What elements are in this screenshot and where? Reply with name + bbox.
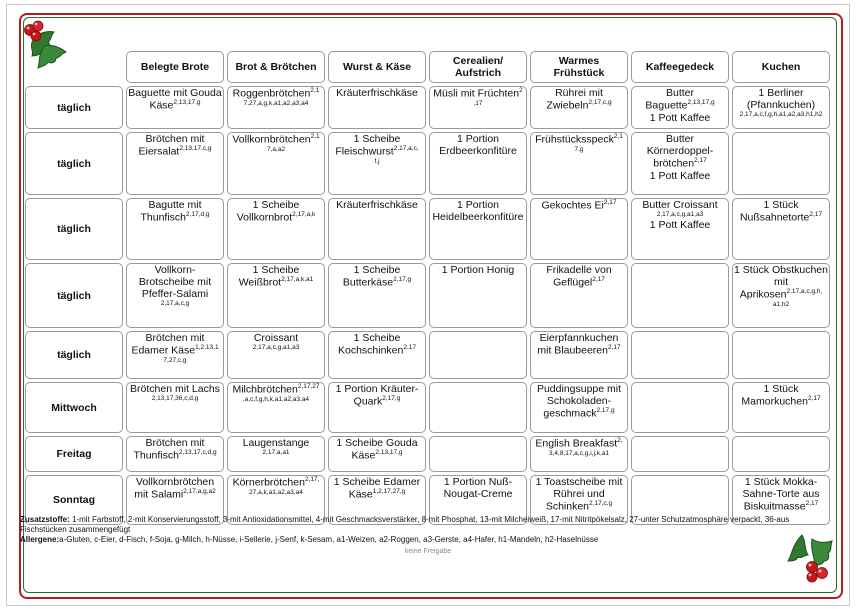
- dish-name: 1 Pott Kaffee: [649, 219, 711, 231]
- menu-cell: [530, 436, 628, 472]
- dish-name: 1 Portion Heidelbeerkonfitüre: [432, 199, 524, 223]
- menu-cell: [429, 263, 527, 328]
- dish-name: Roggenbrötchen: [232, 87, 311, 100]
- allergen-code: 2,17,27: [297, 383, 320, 390]
- dish-name: Eierpfannkuchen mit Blaubeeren: [537, 332, 619, 357]
- menu-cell: [227, 331, 325, 379]
- menu-cell: [227, 436, 325, 472]
- menu-cell: [732, 331, 830, 379]
- menu-cell: [429, 132, 527, 195]
- allergen-code: 2,17,g: [596, 407, 615, 414]
- dish-name: Rührei mit Zwiebeln: [546, 87, 603, 112]
- dish-name: Brötchen mit Lachs: [130, 383, 220, 395]
- allergen-code: 2,13,17,g: [375, 449, 403, 456]
- menu-cell: [631, 263, 729, 328]
- allergen-code: 2,: [617, 437, 623, 444]
- allergens-line: [20, 535, 836, 545]
- allergen-code: 2,17,a,k: [292, 211, 316, 218]
- allergens-text: a-Gluten, c-Eier, d-Fisch, f-Soja, g-Milch, h-Nüsse, i-Sellerie, j-Senf, k-Sesam, a1-Weizen, a2-Roggen, a3-Gerste, a4-Hafer, h1-Mandeln, h2-Haselnüsse: [59, 535, 599, 544]
- column-header: Kaffeegedeck: [631, 51, 729, 83]
- allergen-code: 27,a,k,a1,a2,a3,a4: [249, 488, 303, 496]
- dish-name: Brötchen mit Thunfisch: [133, 437, 205, 462]
- dish-name: Milchbrötchen: [232, 383, 298, 396]
- allergen-code: 2,17,a,c,g: [160, 300, 190, 307]
- column-header: Wurst & Käse: [328, 51, 426, 83]
- allergen-code: 2,13,17,36,c,d,g: [151, 395, 199, 402]
- dish-name: 1 Portion Nuß-Nougat-Creme: [443, 476, 513, 500]
- allergen-code: 7,g: [574, 145, 584, 153]
- table-row: [25, 132, 830, 195]
- allergen-code: 7,a,a2: [266, 145, 286, 153]
- dish-name: Butter Baguette: [645, 87, 694, 112]
- allergen-code: 2,17: [403, 344, 417, 351]
- menu-cell: [227, 382, 325, 433]
- allergen-code: 2,17: [607, 344, 621, 351]
- allergen-code: 2,13,17,g: [173, 99, 201, 106]
- allergen-code: 2,17: [807, 395, 821, 402]
- dish-name: 1 Scheibe Butterkäse: [342, 264, 401, 289]
- allergen-code: 2,1: [310, 133, 320, 140]
- table-row: [25, 198, 830, 260]
- allergen-code: 7,27,c,g: [163, 356, 187, 364]
- menu-cell: [429, 331, 527, 379]
- header-row: [25, 51, 830, 83]
- menu-cell: [328, 132, 426, 195]
- day-label: Freitag: [25, 436, 123, 472]
- table-row: [25, 382, 830, 433]
- additives-line: [20, 515, 836, 535]
- menu-cell: [328, 198, 426, 260]
- menu-cell: [732, 86, 830, 129]
- menu-cell: [631, 132, 729, 195]
- dish-name: 1 Pott Kaffee: [649, 169, 711, 182]
- allergen-code: 2,17,a,a1: [262, 449, 290, 456]
- dish-name: Vollkornbrötchen mit Salami: [134, 476, 215, 501]
- dish-name: Brötchen mit Eiersalat: [138, 133, 205, 158]
- dish-name: Butter Körnerdoppel-brötchen: [646, 133, 714, 170]
- dish-name: 1 Pott Kaffee: [649, 111, 711, 124]
- dish-name: 1 Scheibe Vollkornbrot: [236, 199, 300, 224]
- menu-cell: [126, 331, 224, 379]
- dish-name: 1 Scheibe Gouda Käse: [336, 437, 418, 462]
- menu-cell: [429, 382, 527, 433]
- menu-cell: [328, 86, 426, 129]
- menu-cell: [126, 382, 224, 433]
- dish-name: 1 Scheibe Kochschinken: [337, 332, 404, 357]
- menu-cell: [631, 86, 729, 129]
- menu-cell: [631, 436, 729, 472]
- day-label: täglich: [25, 86, 123, 129]
- menu-cell: [732, 436, 830, 472]
- allergen-code: 2,17,c,g: [588, 99, 612, 106]
- dish-name: Bagutte mit Thunfisch: [140, 199, 202, 224]
- menu-cell: [732, 382, 830, 433]
- allergen-code: 2,17: [603, 199, 617, 206]
- day-label: Sonntag: [25, 475, 123, 525]
- column-header: Cerealien/ Aufstrich: [429, 51, 527, 83]
- menu-cell: [126, 436, 224, 472]
- table-row: [25, 263, 830, 328]
- allergens-label: Allergene:: [20, 535, 60, 544]
- dish-name: Butter Croissant: [642, 199, 718, 211]
- dish-name: Körnerbrötchen: [232, 476, 305, 489]
- allergen-code: 2,17,a,c,g,h,: [786, 288, 823, 295]
- dish-name: Croissant: [253, 332, 299, 344]
- menu-cell: [126, 263, 224, 328]
- dish-name: Frühstücksspeck: [535, 133, 614, 146]
- additives-text: 1-mit Farbstoff, 2-mit Konservierungsstoff, 3-mit Antioxidationsmittel, 4-mit Geschmacksverstärker, 8-mit Phosphat, 13-mit Milcheiweiß, 17-mit Nitritpökelsalz, 27-unter Schutzatmosphäre verpackt, 36-aus Fischstücken zusammengefügt: [20, 515, 790, 534]
- allergen-code: 2,17,g: [382, 395, 401, 402]
- dish-name: Kräuterfrischkäse: [336, 199, 418, 211]
- menu-cell: [126, 86, 224, 129]
- dish-name: Laugenstange: [242, 437, 310, 449]
- dish-name: 1 Scheibe Fleischwurst: [335, 133, 401, 158]
- allergen-code: 2: [519, 87, 523, 94]
- column-header: Belegte Brote: [126, 51, 224, 83]
- menu-cell: [429, 86, 527, 129]
- allergen-code: 2,1: [613, 133, 623, 140]
- allergen-code: a1,h2: [772, 300, 790, 308]
- dish-name: 1 Stück Mokka-Sahne-Torte aus Biskuitmasse: [742, 476, 820, 513]
- column-header: Kuchen: [732, 51, 830, 83]
- menu-cell: [328, 331, 426, 379]
- menu-cell: [530, 198, 628, 260]
- dish-name: Gekochtes Ei: [541, 199, 604, 212]
- dish-name: Müsli mit Früchten: [433, 87, 520, 100]
- dish-name: 1 Portion Honig: [441, 264, 515, 276]
- allergen-code: 3,4,8,17,a,c,g,i,j,k,a1: [549, 449, 609, 457]
- day-label: Mittwoch: [25, 382, 123, 433]
- dish-name: Kräuterfrischkäse: [336, 87, 418, 99]
- allergen-code: 2,17: [694, 157, 707, 164]
- menu-cell: [530, 382, 628, 433]
- dish-name: 1 Portion Kräuter-Quark: [335, 383, 419, 408]
- menu-cell: [732, 263, 830, 328]
- allergen-code: ,17: [473, 99, 483, 107]
- menu-cell: [328, 263, 426, 328]
- dish-name: Brötchen mit Edamer Käse: [131, 332, 205, 357]
- menu-cell: [631, 382, 729, 433]
- allergen-code: 2,17: [592, 276, 605, 283]
- menu-cell: [328, 382, 426, 433]
- menu-cell: [732, 198, 830, 260]
- dish-name: Vollkornbrötchen: [232, 133, 311, 146]
- dish-name: 1 Portion Erdbeerkonfitüre: [439, 133, 517, 157]
- allergen-code: 2,17,a,c,g,a1,a3: [656, 211, 704, 218]
- allergen-code: 2,17,a,c,f,g,h,a1,a2,a3,h1,h2: [739, 111, 823, 118]
- allergen-code: 1,2,17,27,g: [372, 488, 406, 495]
- dish-name: Frikadelle von Geflügel: [546, 264, 612, 289]
- menu-cell: [530, 132, 628, 195]
- dish-name: Vollkorn-Brotscheibe mit Pfeffer-Salami: [138, 264, 212, 300]
- allergen-code: 2,13,17,c,d,g: [178, 449, 217, 456]
- menu-cell: [631, 331, 729, 379]
- release-status: keine Freigabe: [404, 548, 452, 555]
- allergen-code: f,j: [374, 157, 380, 165]
- day-label: täglich: [25, 331, 123, 379]
- dish-name: Puddingsuppe mit Schokoladen-geschmack: [536, 383, 622, 420]
- allergen-code: 2,17,a,g,a2: [183, 488, 216, 495]
- dish-name: 1 Stück Nußsahnetorte: [739, 199, 810, 224]
- dish-name: 1 Berliner (Pfannkuchen): [746, 87, 816, 111]
- table-row: [25, 86, 830, 129]
- menu-cell: [126, 198, 224, 260]
- dish-name: 1 Scheibe Weißbrot: [238, 264, 300, 289]
- menu-cell: [429, 436, 527, 472]
- header-corner: [25, 51, 123, 83]
- allergen-code: ,a,c,f,g,h,k,a1,a2,a3,a4: [242, 395, 310, 403]
- breakfast-menu-table: [22, 48, 833, 528]
- dish-name: 1 Stück Obstkuchen mit Aprikosen: [734, 264, 828, 301]
- allergen-code: 7,27,a,g,k,a1,a2,a3,a4: [243, 99, 309, 107]
- menu-cell: [227, 263, 325, 328]
- table-row: [25, 436, 830, 472]
- dish-name: 1 Toastscheibe mit Rührei und Schinken: [535, 476, 623, 513]
- menu-cell: [126, 132, 224, 195]
- day-label: täglich: [25, 263, 123, 328]
- allergen-code: 2,17,c,g: [589, 500, 613, 507]
- allergen-code: 2,17,d,g: [186, 211, 210, 218]
- dish-name: Baguette mit Gouda Käse: [128, 87, 222, 112]
- menu-cell: [530, 86, 628, 129]
- column-header: Brot & Brötchen: [227, 51, 325, 83]
- day-label: täglich: [25, 132, 123, 195]
- allergen-code: 2,17,g: [393, 276, 412, 283]
- dish-name: English Breakfast: [535, 437, 618, 450]
- menu-cell: [530, 263, 628, 328]
- allergen-code: 1,2,13,1: [195, 344, 219, 351]
- dish-name: 1 Stück Mamorkuchen: [741, 383, 808, 408]
- allergen-code: 2,17,a,k,a1: [281, 276, 314, 283]
- allergen-code: 2,13,17,g: [687, 99, 715, 106]
- menu-cell: [530, 331, 628, 379]
- table-row: [25, 331, 830, 379]
- day-label: täglich: [25, 198, 123, 260]
- menu-cell: [631, 198, 729, 260]
- allergen-code: 2,17,a,c,: [393, 145, 419, 152]
- allergen-code: 2,1: [310, 87, 320, 94]
- column-header: Warmes Frühstück: [530, 51, 628, 83]
- allergen-code: 2,17,a,c,g,a1,a3: [252, 344, 300, 351]
- menu-cell: [227, 198, 325, 260]
- menu-cell: [732, 132, 830, 195]
- allergen-code: 2,13,17,c,g: [179, 145, 212, 152]
- allergen-code: 2,17,: [304, 476, 320, 483]
- additives-label: Zusatzstoffe:: [20, 515, 70, 524]
- allergen-code: 2,17: [809, 211, 823, 218]
- allergen-code: 2,17: [805, 500, 819, 507]
- footer-legend: [20, 515, 836, 545]
- menu-body: [25, 86, 830, 525]
- menu-cell: [328, 436, 426, 472]
- dish-name: 1 Scheibe Edamer Käse: [333, 476, 421, 501]
- menu-cell: [227, 132, 325, 195]
- menu-cell: [227, 86, 325, 129]
- menu-cell: [429, 198, 527, 260]
